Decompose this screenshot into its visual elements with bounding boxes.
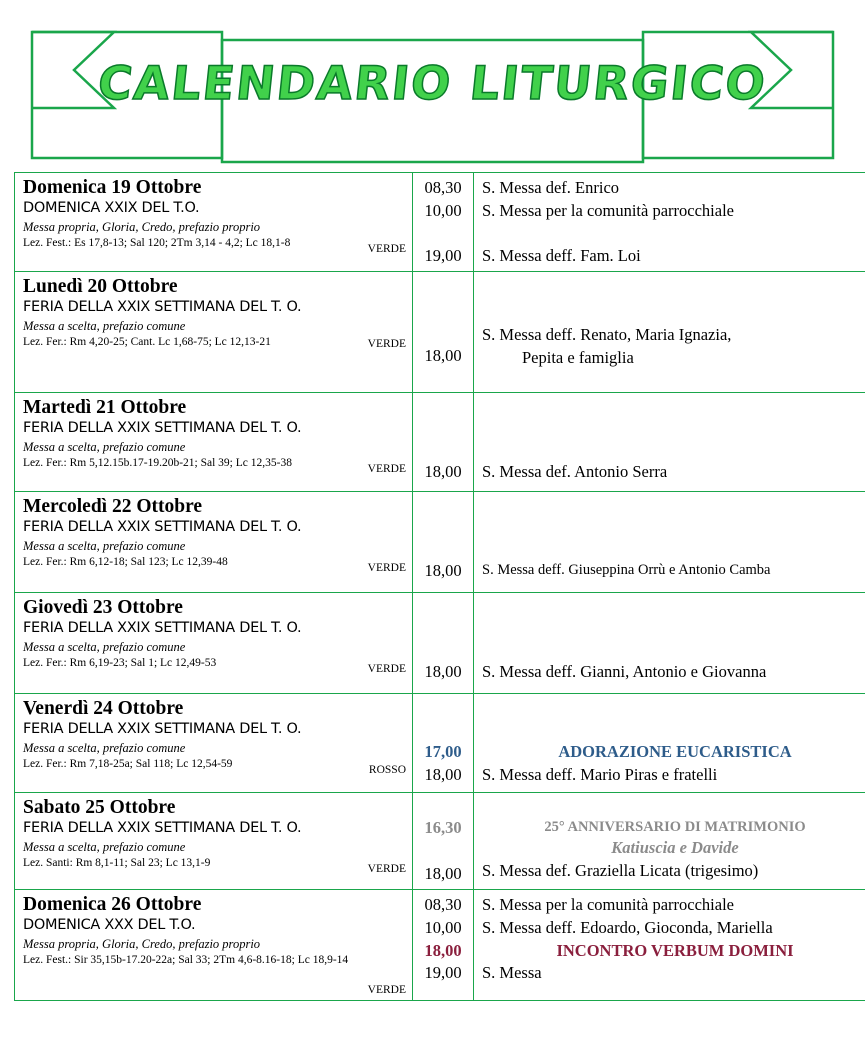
day-cell: [15, 694, 413, 793]
day-readings: Lez. Santi: Rm 8,1-11; Sal 23; Lc 13,1-9: [23, 856, 406, 870]
time-cell: [413, 173, 474, 272]
description-cell: [474, 272, 865, 393]
day-title: Martedì 21 Ottobre: [23, 397, 406, 419]
mass-intention: S. Messa def. Antonio Serra: [482, 461, 865, 484]
time-cell: [413, 890, 474, 1001]
time-cell: [413, 272, 474, 393]
time-cell: [413, 593, 474, 694]
liturgical-calendar-page: [0, 10, 865, 1061]
day-note: Messa a scelta, prefazio comune: [23, 539, 406, 554]
table-row: [15, 593, 865, 694]
mass-intention: S. Messa def. Graziella Licata (trigesimo): [482, 860, 865, 883]
table-row: [15, 694, 865, 793]
day-subtitle: FERIA DELLA XXIX SETTIMANA DEL T. O.: [23, 620, 406, 637]
day-note: Messa a scelta, prefazio comune: [23, 319, 406, 334]
day-title: Lunedì 20 Ottobre: [23, 276, 406, 298]
event-title: INCONTRO VERBUM DOMINI: [482, 940, 865, 963]
liturgical-color: VERDE: [368, 562, 406, 574]
description-cell: [474, 793, 865, 890]
time-value: 19,00: [417, 962, 469, 985]
table-row: [15, 393, 865, 492]
time-cell: [413, 793, 474, 890]
day-readings: Lez. Fest.: Sir 35,15b-17.20-22a; Sal 33; 2Tm 4,6-8.16-18; Lc 18,9-14: [23, 953, 406, 967]
table-row: [15, 492, 865, 593]
mass-intention: S. Messa deff. Edoardo, Gioconda, Mariella: [482, 917, 865, 940]
day-readings: Lez. Fer.: Rm 6,12-18; Sal 123; Lc 12,39-48: [23, 555, 406, 569]
day-readings: Lez. Fer.: Rm 6,19-23; Sal 1; Lc 12,49-53: [23, 656, 406, 670]
mass-intention: S. Messa deff. Fam. Loi: [482, 245, 865, 268]
time-value: 08,30: [417, 894, 469, 917]
day-subtitle: FERIA DELLA XXIX SETTIMANA DEL T. O.: [23, 519, 406, 536]
day-subtitle: FERIA DELLA XXIX SETTIMANA DEL T. O.: [23, 721, 406, 738]
day-cell: [15, 890, 413, 1001]
time-value: 10,00: [417, 917, 469, 940]
day-cell: [15, 393, 413, 492]
liturgical-color: VERDE: [368, 663, 406, 675]
day-title: Domenica 26 Ottobre: [23, 894, 406, 916]
day-cell: [15, 173, 413, 272]
mass-intention: S. Messa per la comunità parrocchiale: [482, 894, 865, 917]
day-note: Messa propria, Gloria, Credo, prefazio proprio: [23, 220, 406, 235]
day-readings: Lez. Fer.: Rm 4,20-25; Cant. Lc 1,68-75; Lc 12,13-21: [23, 335, 406, 349]
liturgical-color: VERDE: [368, 984, 406, 996]
day-readings: Lez. Fer.: Rm 5,12.15b.17-19.20b-21; Sal 39; Lc 12,35-38: [23, 456, 406, 470]
table-row: [15, 173, 865, 272]
time-value: 18,00: [417, 661, 469, 684]
time-cell: [413, 694, 474, 793]
description-cell: [474, 393, 865, 492]
mass-intention: S. Messa deff. Renato, Maria Ignazia,: [482, 324, 865, 347]
time-value: 08,30: [417, 177, 469, 200]
description-cell: [474, 492, 865, 593]
liturgical-color: VERDE: [368, 338, 406, 350]
day-subtitle: FERIA DELLA XXIX SETTIMANA DEL T. O.: [23, 820, 406, 837]
day-subtitle: DOMENICA XXIX DEL T.O.: [23, 200, 406, 217]
banner: [14, 10, 851, 170]
day-subtitle: FERIA DELLA XXIX SETTIMANA DEL T. O.: [23, 420, 406, 437]
time-cell: [413, 393, 474, 492]
time-value: 16,30: [417, 817, 469, 840]
mass-intention: S. Messa: [482, 962, 865, 985]
liturgical-color: ROSSO: [369, 764, 406, 776]
time-value: 18,00: [417, 940, 469, 963]
time-value: 18,00: [417, 560, 469, 583]
day-title: Giovedì 23 Ottobre: [23, 597, 406, 619]
liturgical-color: VERDE: [368, 463, 406, 475]
day-readings: Lez. Fer.: Rm 7,18-25a; Sal 118; Lc 12,54-59: [23, 757, 406, 771]
table-row: [15, 793, 865, 890]
time-value: 10,00: [417, 200, 469, 223]
mass-intention: S. Messa deff. Gianni, Antonio e Giovanna: [482, 661, 865, 684]
time-value: 18,00: [417, 764, 469, 787]
day-readings: Lez. Fest.: Es 17,8-13; Sal 120; 2Tm 3,14 - 4,2; Lc 18,1-8: [23, 236, 406, 250]
mass-intention: S. Messa per la comunità parrocchiale: [482, 200, 865, 223]
time-value: 18,00: [417, 461, 469, 484]
mass-intention: S. Messa deff. Giuseppina Orrù e Antonio Camba: [482, 560, 865, 580]
day-note: Messa a scelta, prefazio comune: [23, 840, 406, 855]
time-value: 18,00: [417, 863, 469, 886]
day-note: Messa propria, Gloria, Credo, prefazio proprio: [23, 937, 406, 952]
mass-intention: S. Messa deff. Mario Piras e fratelli: [482, 764, 865, 787]
day-note: Messa a scelta, prefazio comune: [23, 741, 406, 756]
day-title: Venerdì 24 Ottobre: [23, 698, 406, 720]
table-row: [15, 272, 865, 393]
day-title: Domenica 19 Ottobre: [23, 177, 406, 199]
description-cell: [474, 593, 865, 694]
event-title: 25° ANNIVERSARIO DI MATRIMONIO: [482, 817, 865, 837]
event-title: ADORAZIONE EUCARISTICA: [482, 741, 865, 764]
mass-intention-cont: Pepita e famiglia: [482, 347, 865, 370]
time-value: 18,00: [417, 345, 469, 368]
event-subtitle: Katiuscia e Davide: [482, 837, 865, 860]
day-cell: [15, 492, 413, 593]
page-title: CALENDARIO LITURGICO: [11, 56, 854, 110]
day-subtitle: FERIA DELLA XXIX SETTIMANA DEL T. O.: [23, 299, 406, 316]
day-title: Sabato 25 Ottobre: [23, 797, 406, 819]
day-cell: [15, 793, 413, 890]
time-cell: [413, 492, 474, 593]
liturgical-color: VERDE: [368, 863, 406, 875]
day-note: Messa a scelta, prefazio comune: [23, 640, 406, 655]
day-title: Mercoledì 22 Ottobre: [23, 496, 406, 518]
time-value: 19,00: [417, 245, 469, 268]
liturgical-color: VERDE: [368, 243, 406, 255]
day-cell: [15, 593, 413, 694]
calendar-table: [14, 172, 865, 1001]
description-cell: [474, 173, 865, 272]
day-cell: [15, 272, 413, 393]
description-cell: [474, 694, 865, 793]
day-subtitle: DOMENICA XXX DEL T.O.: [23, 917, 406, 934]
day-note: Messa a scelta, prefazio comune: [23, 440, 406, 455]
table-row: [15, 890, 865, 1001]
mass-intention: S. Messa def. Enrico: [482, 177, 865, 200]
time-value: 17,00: [417, 741, 469, 764]
description-cell: [474, 890, 865, 1001]
